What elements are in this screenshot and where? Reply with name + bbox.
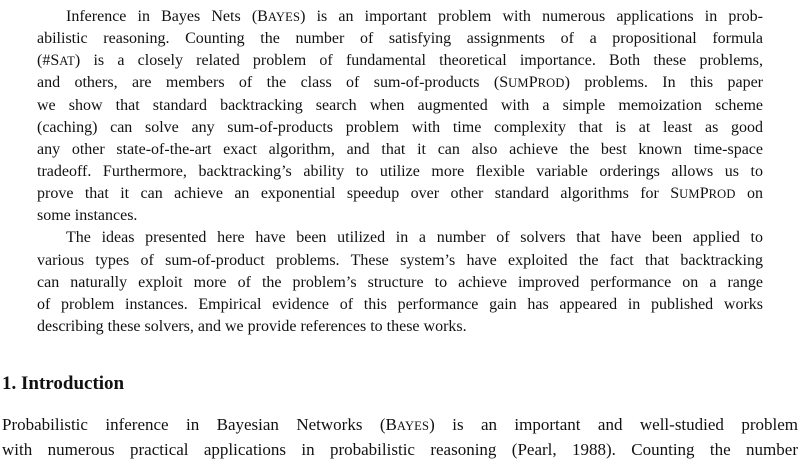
text-line: of problem instances. Empirical evidence of this performance gain has appeared in published works — [37, 295, 763, 313]
text-line: some instances. — [37, 207, 138, 225]
text-line: Inference in Bayes Nets (BAYES) is an important problem with numerous applications in prob- — [66, 8, 764, 25]
section-number: 1. — [2, 373, 17, 394]
text-line: The ideas presented here have been utilized in a number of solvers that have been applied to — [66, 229, 763, 247]
text-line: can naturally exploit more of the problem’s structure to achieve improved performance on a range — [37, 273, 763, 291]
text-line: (#SAT) is a closely related problem of fundamental theoretical importance. Both these problems, — [37, 52, 763, 70]
text-line: (caching) can solve any sum-of-products problem with time complexity that is at least as good — [37, 118, 763, 136]
abstract-paragraph-1 — [37, 6, 763, 227]
text-line: various types of sum-of-product problems. These system’s have exploited the fact that backtracking — [37, 251, 763, 269]
section-heading — [2, 372, 124, 396]
abstract-paragraph-2 — [37, 227, 763, 338]
text-line: abilistic reasoning. Counting the number of satisfying assignments of a propositional formula — [37, 30, 763, 48]
abstract — [37, 6, 763, 338]
text-line: describing these solvers, and we provide references to these works. — [37, 317, 467, 335]
text-line: any other state-of-the-art exact algorithm, and that it can also achieve the best known time-space — [37, 140, 763, 158]
text-line: Probabilistic inference in Bayesian Networks (BAYES) is an important and well-studied problem — [2, 415, 798, 434]
text-line: we show that standard backtracking search when augmented with a simple memoization scheme — [37, 96, 763, 114]
text-line: prove that it can achieve an exponential speedup over other standard algorithms for SUMPROD on — [37, 185, 764, 203]
text-line: tradeoff. Furthermore, backtracking’s ability to utilize more flexible variable orderings allows us to — [37, 162, 763, 180]
text-line: with numerous practical applications in probabilistic reasoning (Pearl, 1988). Counting the number — [2, 440, 798, 459]
text-line: and others, are members of the class of sum-of-products (SUMPROD) problems. In this paper — [37, 74, 764, 92]
intro-paragraph — [2, 412, 798, 462]
section-title: Introduction — [21, 373, 125, 394]
